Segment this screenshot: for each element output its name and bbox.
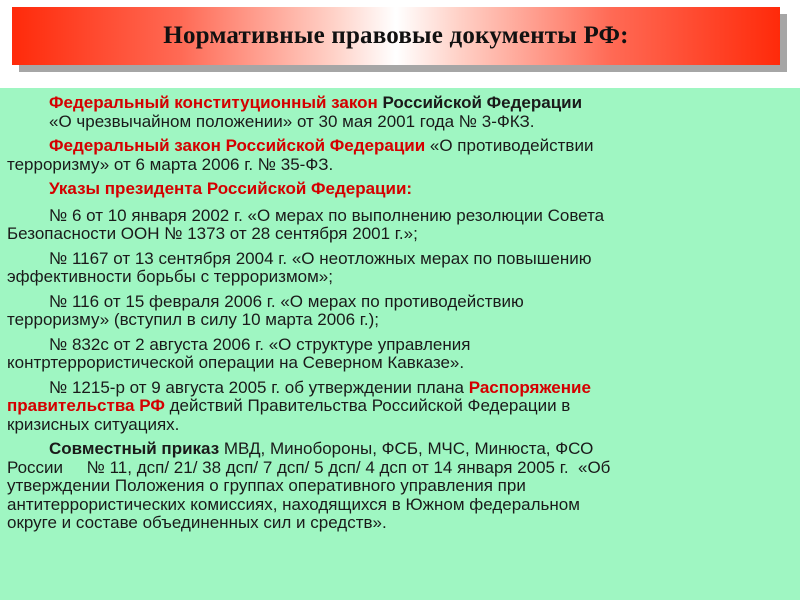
- decree-832-line2: контртеррористической операции на Северном Кавказе».: [7, 353, 465, 372]
- paragraph-constitutional-law: [7, 94, 794, 131]
- order-item-1215: [7, 379, 794, 435]
- decree-6-line2: Безопасности ООН № 1373 от 28 сентября 2001 г.»;: [7, 224, 418, 243]
- paragraph-decrees-heading: [7, 180, 794, 199]
- law-type-label: Федеральный конституционный закон: [49, 93, 378, 112]
- federal-law-title-end: терроризму» от 6 марта 2006 г. № 35-ФЗ.: [7, 154, 334, 174]
- joint-order-line1: МВД, Минобороны, ФСБ, МЧС, Минюста, ФСО: [219, 439, 594, 458]
- decree-item-116: [7, 293, 794, 330]
- order-type-label: Распоряжение: [468, 377, 591, 397]
- content-panel: [0, 88, 800, 600]
- law-country-label: Российской Федерации: [377, 93, 583, 112]
- slide-title: Нормативные правовые документы РФ:: [163, 22, 629, 49]
- order-1215-line3: кризисных ситуациях.: [7, 414, 180, 434]
- paragraph-federal-law: [7, 137, 794, 174]
- decree-832-line1: № 832с от 2 августа 2006 г. «О структуре управления: [49, 334, 471, 354]
- decree-6-line1: № 6 от 10 января 2002 г. «О мерах по выполнению резолюции Совета: [49, 205, 605, 225]
- title-banner: [12, 7, 780, 65]
- joint-order-line4: антитеррористических комиссиях, находящихся в Южном федеральном: [7, 494, 580, 514]
- federal-law-title-start: «О противодействии: [425, 136, 594, 155]
- order-1215-line1: № 1215-р от 9 августа 2005 г. об утверждении плана: [49, 377, 469, 397]
- decree-item-6: [7, 207, 794, 244]
- decrees-heading: Указы президента Российской Федерации:: [49, 179, 413, 198]
- decree-item-1167: [7, 250, 794, 287]
- order-1215-line2: действий Правительства Российской Федерации в: [164, 396, 571, 415]
- federal-law-label: Федеральный закон Российской Федерации: [49, 136, 426, 155]
- joint-order-label: Совместный приказ: [49, 439, 220, 458]
- joint-order-line2: России № 11, дсп/ 21/ 38 дсп/ 7 дсп/ 5 дсп/ 4 дсп от 14 января 2005 г. «Об: [7, 457, 611, 477]
- law-title-line: «О чрезвычайном положении» от 30 мая 2001 года № 3-ФКЗ.: [49, 111, 535, 131]
- joint-order-item: [7, 440, 794, 533]
- decree-116-line1: № 116 от 15 февраля 2006 г. «О мерах по противодействию: [49, 291, 524, 311]
- joint-order-line5: округе и составе объединенных сил и средств».: [7, 513, 387, 532]
- decree-item-832: [7, 336, 794, 373]
- decree-1167-line1: № 1167 от 13 сентября 2004 г. «О неотложных мерах по повышению: [49, 248, 592, 268]
- joint-order-line3: утверждении Положения о группах оперативного управления при: [7, 476, 526, 495]
- order-issuer-label: правительства РФ: [7, 396, 165, 415]
- decree-1167-line2: эффективности борьбы с терроризмом»;: [7, 267, 333, 286]
- decree-116-line2: терроризму» (вступил в силу 10 марта 2006 г.);: [7, 310, 380, 329]
